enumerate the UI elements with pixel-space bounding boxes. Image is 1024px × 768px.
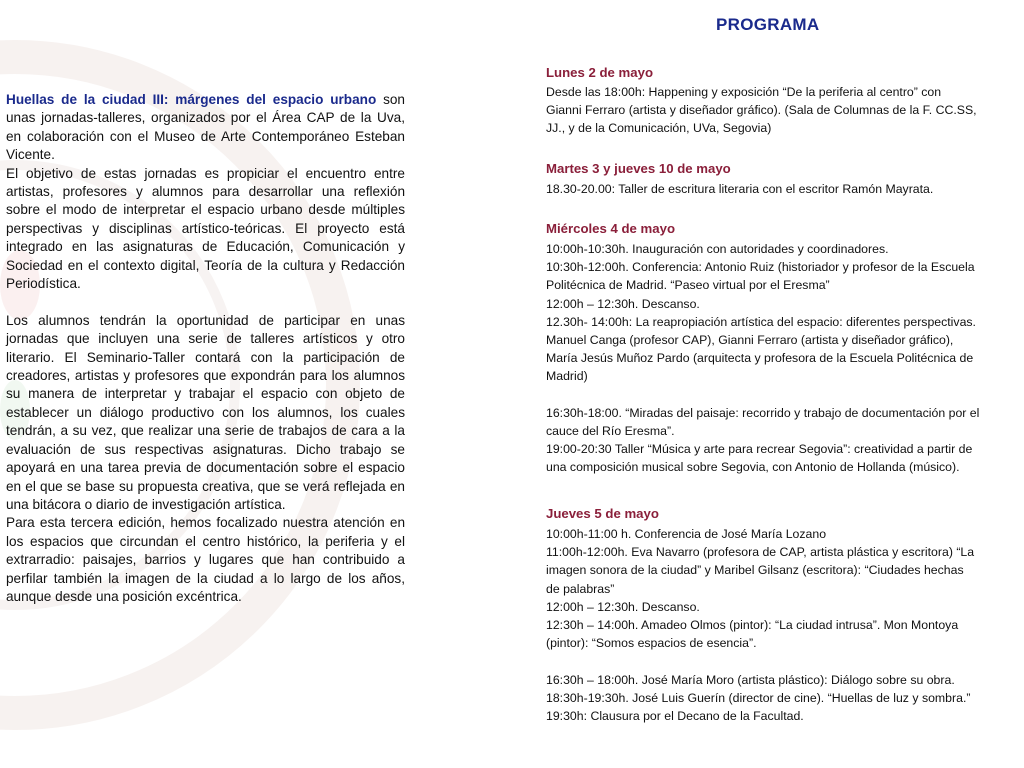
schedule-line: 12.30h- 14:00h: La reapropiación artística del espacio: diferentes perspectivas.	[546, 314, 976, 329]
schedule-line: 16:30h-18:00. “Miradas del paisaje: recorrido y trabajo de documentación por el	[546, 405, 980, 420]
schedule-line: María Jesús Muñoz Pardo (arquitecta y profesora de la Escuela Politécnica de	[546, 351, 974, 366]
intro-paragraph-4: Para esta tercera edición, hemos focalizado nuestra atención en los espacios que circundan el centro histórico, la periferia y el extrarradio: paisajes, barrios y lugares que han contribuido a perfilar también la imagen de la ciudad a lo largo de los años, aunque desde una posición excéntrica.	[6, 515, 405, 604]
day-schedule-thursday	[546, 525, 1006, 725]
schedule-line: Gianni Ferraro (artista y diseñador gráfico). (Sala de Columnas de la F. CC.SS,	[546, 103, 977, 118]
schedule-line: 10:00h-10:30h. Inauguración con autoridades y coordinadores.	[546, 242, 889, 256]
schedule-line: imagen sonora de la ciudad” y Maribel Gilsanz (escritora): “Ciudades hechas	[546, 563, 964, 578]
schedule-line: cauce del Río Eresma”.	[546, 424, 675, 439]
schedule-line: una composición musical sobre Segovia, con Antonio de Hollanda (músico).	[546, 460, 960, 475]
intro-text	[6, 91, 405, 606]
schedule-line: 18.30-20.00: Taller de escritura literaria con el escritor Ramón Mayrata.	[546, 182, 934, 196]
day-title-tuesday-thursday: Martes 3 y jueves 10 de mayo	[546, 161, 731, 176]
schedule-line: 18:30h-19:30h. José Luis Guerín (director de cine). “Huellas de luz y sombra.”	[546, 690, 971, 705]
schedule-line: Madrid)	[546, 369, 588, 384]
schedule-line	[546, 652, 1006, 670]
event-title: Huellas de la ciudad III: márgenes del espacio urbano	[6, 92, 377, 107]
schedule-line: 16:30h – 18:00h. José María Moro (artista plástico): Diálogo sobre su obra.	[546, 672, 955, 687]
schedule-line: Manuel Canga (profesor CAP), Gianni Ferraro (artista y diseñador gráfico),	[546, 333, 954, 348]
schedule-line: 19:30h: Clausura por el Decano de la Facultad.	[546, 709, 804, 724]
schedule-line: 12:00h – 12:30h. Descanso.	[546, 599, 700, 614]
schedule-line: 11:00h-12:00h. Eva Navarro (profesora de CAP, artista plástica y escritora) “La	[546, 545, 975, 560]
schedule-line: 10:30h-12:00h. Conferencia: Antonio Ruiz (historiador y profesor de la Escuela	[546, 260, 975, 275]
intro-paragraph-3: Los alumnos tendrán la oportunidad de participar en unas jornadas que incluyen una serie de talleres artísticos y otro literario. El Seminario-Taller contará con la participación de creadores, artistas y profesores que expondrán para los alumnos su manera de interpretar y trabajar el espacio con objeto de establecer un diálogo productivo con los alumnos, los cuales tendrán, a su vez, que realizar una serie de trabajos de cara a la evaluación de sus respectivas asignaturas. Dicho trabajo se apoyará en una tarea previa de documentación sobre el espacio en el que se base su propuesta creativa, que se verá reflejada en una bitácora o diario de investigación artística.	[6, 312, 405, 512]
day-title-wednesday: Miércoles 4 de mayo	[546, 221, 676, 236]
schedule-line: Politécnica de Madrid. “Paseo virtual por el Eresma”	[546, 278, 830, 293]
day-title-monday: Lunes 2 de mayo	[546, 65, 654, 80]
day-title-thursday: Jueves 5 de mayo	[546, 506, 659, 521]
schedule-line: 19:00-20:30 Taller “Música y arte para recrear Segovia”: creatividad a partir de	[546, 442, 973, 457]
schedule-line: JJ., y de la Comunicación, UVa, Segovia)	[546, 121, 772, 136]
day-schedule-tuesday-thursday	[546, 180, 1006, 198]
schedule-line: 10:00h-11:00 h. Conferencia de José María Lozano	[546, 527, 827, 541]
program-heading: PROGRAMA	[716, 15, 820, 34]
schedule-line: (pintor): “Somos espacios de esencia”.	[546, 636, 757, 651]
schedule-line: Desde las 18:00h: Happening y exposición “De la periferia al centro” con	[546, 85, 942, 99]
day-schedule-wednesday	[546, 240, 1006, 477]
schedule-line	[546, 386, 1006, 404]
schedule-line: de palabras”	[546, 581, 615, 596]
schedule-line: 12:00h – 12:30h. Descanso.	[546, 296, 700, 311]
day-schedule-monday	[546, 83, 1006, 138]
schedule-line: 12:30h – 14:00h. Amadeo Olmos (pintor): “La ciudad intrusa”. Mon Montoya	[546, 618, 959, 633]
intro-paragraph-1: Huellas de la ciudad III: márgenes del espacio urbano son unas jornadas-talleres, organizados por el Área CAP de la Uva, en colaboración con el Museo de Arte Contemporáneo Esteban Vicente.	[6, 92, 405, 163]
intro-paragraph-2: El objetivo de estas jornadas es propiciar el encuentro entre artistas, profesores y alumnos para desarrollar una reflexión sobre el modo de interpretar el espacio urbano desde múltiples perspectivas y disciplinas artístico-teóricas. El proyecto está integrado en las asignaturas de Educación, Comunicación y Sociedad en el contexto digital, Teoría de la cultura y Redacción Periodística.	[6, 165, 405, 292]
